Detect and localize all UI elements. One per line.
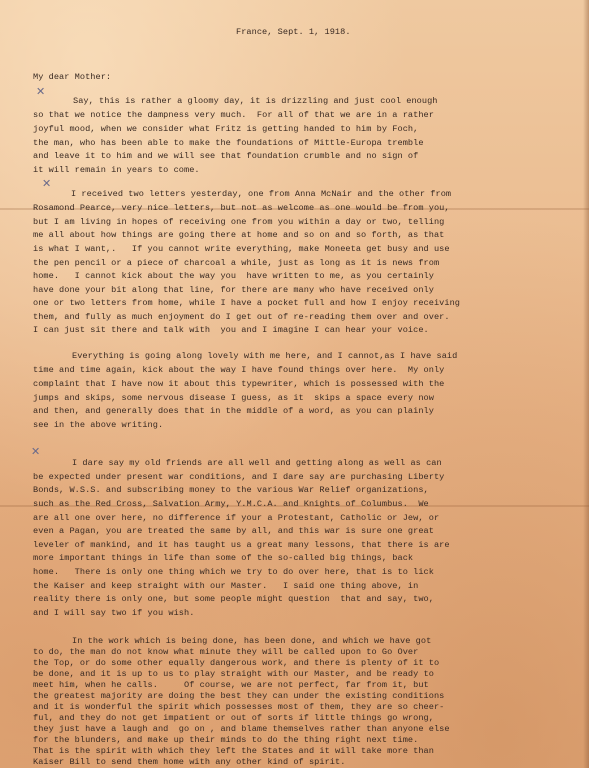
paragraph-line: be done, and it is up to us to play straight with our Master, and be ready to xyxy=(33,669,434,679)
salutation: My dear Mother: xyxy=(33,72,112,82)
paragraph-line: the pen pencil or a piece of charcoal a while, just as long as it is news from xyxy=(33,258,440,268)
paragraph-line: such as the Red Cross, Salvation Army, Y.M.C.A. and Knights of Columbus. We xyxy=(33,499,429,509)
paragraph-line: home. There is only one thing which we try to do over here, that is to lick xyxy=(33,567,434,577)
paragraph-line: ful, and they do not get impatient or out of sorts if little things go wrong, xyxy=(33,713,434,723)
paragraph-line: see in the above writing. xyxy=(33,420,164,430)
paragraph-line: Say, this is rather a gloomy day, it is drizzling and just cool enough xyxy=(73,96,438,106)
paragraph-line: and leave it to him and we will see that foundation crumble and no sign of xyxy=(33,151,419,161)
paragraph-line: time and time again, kick about the way I have found things over here. My only xyxy=(33,365,445,375)
paragraph-line: and then, and generally does that in the middle of a word, as you can plainly xyxy=(33,406,434,416)
paragraph-line: I dare say my old friends are all well and getting along as well as can xyxy=(72,458,442,468)
paragraph-line: That is the spirit with which they left the States and it will take more than xyxy=(33,746,434,756)
paragraph-line: the greatest majority are doing the best they can under the existing conditions xyxy=(33,691,445,701)
paragraph-line: and I will say two if you wish. xyxy=(33,608,195,618)
paragraph-line: the Top, or do some other equally dangerous work, and there is plenty of it to xyxy=(33,658,440,668)
paragraph-line: are all one over here, no difference if your a Protestant, Catholic or Jew, or xyxy=(33,513,440,523)
paragraph-line: even a Pagan, you are treated the same by all, and this war is sure one great xyxy=(33,526,434,536)
paragraph-line: more important things in life than some of the so-called big things, back xyxy=(33,553,414,563)
paragraph-line: one or two letters from home, while I have a pocket full and how I enjoy receiving xyxy=(33,298,460,308)
paragraph-line: I can just sit there and talk with you and I imagine I can hear your voice. xyxy=(33,325,429,335)
paragraph-line: for the blunders, and make up their minds to do the thing right next time. xyxy=(33,735,419,745)
paragraph-line: they just have a laugh and go on , and blame themselves rather than anyone else xyxy=(33,724,450,734)
paragraph-line: home. I cannot kick about the way you have written to me, as you certainly xyxy=(33,271,434,281)
paragraph-line: but I am living in hopes of receiving one from you within a day or two, telling xyxy=(33,217,445,227)
paragraph-line: them, and fully as much enjoyment do I get out of re-reading them over and over. xyxy=(33,312,450,322)
paragraph-line: the Kaiser and keep straight with our Master. I said one thing above, in xyxy=(33,581,419,591)
paragraph-line: Kaiser Bill to send them home with any other kind of spirit. xyxy=(33,757,346,767)
paragraph-line: to do, the man do not know what minute they will be called upon to Go Over xyxy=(33,647,419,657)
paragraph-line: reality there is only one, but some people might question that and say, two, xyxy=(33,594,434,604)
paragraph-line: is what I want,. If you cannot write everything, make Moneeta get busy and use xyxy=(33,244,450,254)
paragraph-line: joyful mood, when we consider what Fritz is getting handed to him by Foch, xyxy=(33,124,419,134)
pencil-x-mark: ✕ xyxy=(42,178,52,190)
paragraph-line: meet him, when he calls. Of course, we are not perfect, far from it, but xyxy=(33,680,429,690)
paragraph-line: so that we notice the dampness very much. For all of that we are in a rather xyxy=(33,110,434,120)
paragraph-line: have done your bit along that line, for there are many who have received only xyxy=(33,285,434,295)
paragraph-line: Bonds, W.S.S. and subscribing money to the various War Relief organizations, xyxy=(33,485,429,495)
paragraph-line: Rosamond Pearce, very nice letters, but not as welcome as one would be from you, xyxy=(33,203,450,213)
paragraph-line: jumps and skips, some nervous disease I guess, as it skips a space every now xyxy=(33,393,434,403)
paragraph-line: the man, who has been able to make the foundations of Mittle-Europa tremble xyxy=(33,138,424,148)
paragraph-line: be expected under present war conditions, and I dare say are purchasing Liberty xyxy=(33,472,445,482)
paragraph-line: I received two letters yesterday, one from Anna McNair and the other from xyxy=(71,189,452,199)
paragraph-line: and it is wonderful the spirit which possesses most of them, they are so cheer- xyxy=(33,702,445,712)
paragraph-line: leveler of mankind, and it has taught us a great many lessons, that there is are xyxy=(33,540,450,550)
dateline: France, Sept. 1, 1918. xyxy=(236,27,351,37)
paper-edge xyxy=(583,0,589,768)
paragraph-line: Everything is going along lovely with me here, and I cannot,as I have said xyxy=(72,351,458,361)
pencil-x-mark: ✕ xyxy=(31,446,41,458)
paragraph-line: it will remain in years to come. xyxy=(33,165,200,175)
paragraph-line: complaint that I have now it about this typewriter, which is possessed with the xyxy=(33,379,445,389)
paragraph-line: me all about how things are going there at home and so on and so forth, as that xyxy=(33,230,445,240)
paragraph-line: In the work which is being done, has been done, and which we have got xyxy=(72,636,432,646)
pencil-x-mark: ✕ xyxy=(36,86,46,98)
